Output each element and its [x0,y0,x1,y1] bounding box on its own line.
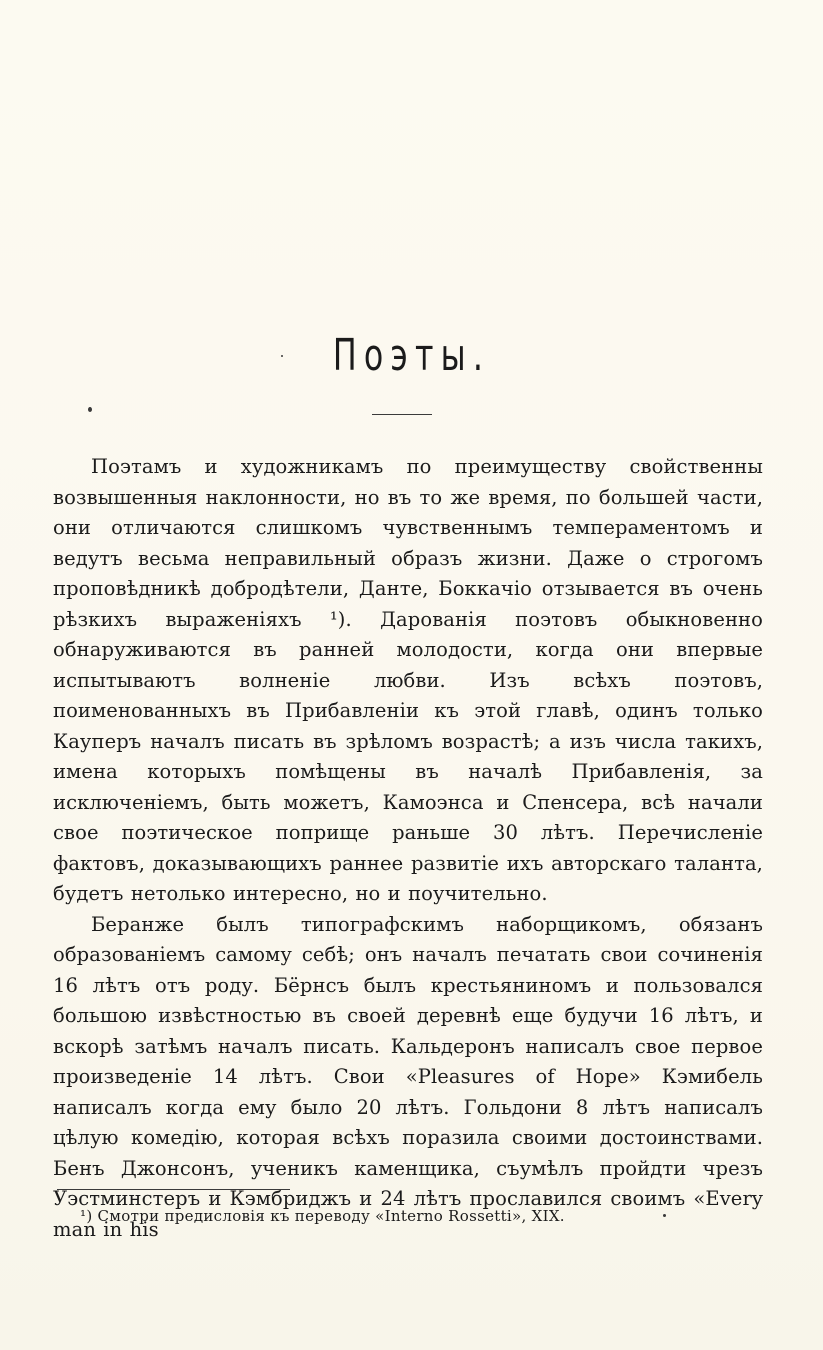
ink-speck [88,407,92,412]
footnote: ¹) Смотри предисловія къ переводу «Interno Rossetti», XIX. [80,1207,565,1225]
title-rule [372,414,432,415]
paragraph: Поэтамъ и художникамъ по преимуществу свойственны возвышенныя наклонности, но въ то же время, по большей части, они отличаются слишкомъ чувственнымъ темпераментомъ и ведутъ весьма неправильный образъ жизни. Даже о строгомъ проповѣдникѣ добродѣтели, Данте, Боккачіо отзывается въ очень рѣзкихъ выраженіяхъ ¹). Дарованія поэтовъ обыкновенно обнаруживаются въ ранней молодости, когда они впервые испытываютъ волненіе любви. Изъ всѣхъ поэтовъ, поименованныхъ въ Прибавленіи къ этой главѣ, одинъ только Кауперъ началъ писать въ зрѣломъ возрастѣ; а изъ числа такихъ, имена которыхъ помѣщены въ началѣ Прибавленія, за исключеніемъ, быть можетъ, Камоэнса и Спенсера, всѣ начали свое поэтическое поприще раньше 30 лѣтъ. Перечисленіе фактовъ, доказывающихъ раннее развитіе ихъ авторскаго таланта, будетъ нетолько интересно, но и поучительно. [53,455,763,905]
body-text [53,452,763,1245]
footnote-rule [57,1189,290,1190]
ink-speck [281,355,283,357]
chapter-title: Поэты. [332,330,491,381]
paragraph: Беранже былъ типографскимъ наборщикомъ, обязанъ образованіемъ самому себѣ; онъ началъ печатать свои сочиненія 16 лѣтъ отъ роду. Бёрнсъ былъ крестьяниномъ и пользовался большою извѣстностью въ своей деревнѣ еще будучи 16 лѣтъ, и вскорѣ затѣмъ началъ писать. Кальдеронъ написалъ свое первое произведеніе 14 лѣтъ. Свои «Pleasures of Hope» Кэмибель написалъ когда ему было 20 лѣтъ. Гольдони 8 лѣтъ написалъ цѣлую комедію, которая всѣхъ поразила своими достоинствами. Бенъ Джонсонъ, ученикъ каменщика, съумѣлъ пройдти чрезъ Уэстминстеръ и Кэмбриджъ и 24 лѣтъ прославился своимъ «Every man in his [53,912,763,1241]
